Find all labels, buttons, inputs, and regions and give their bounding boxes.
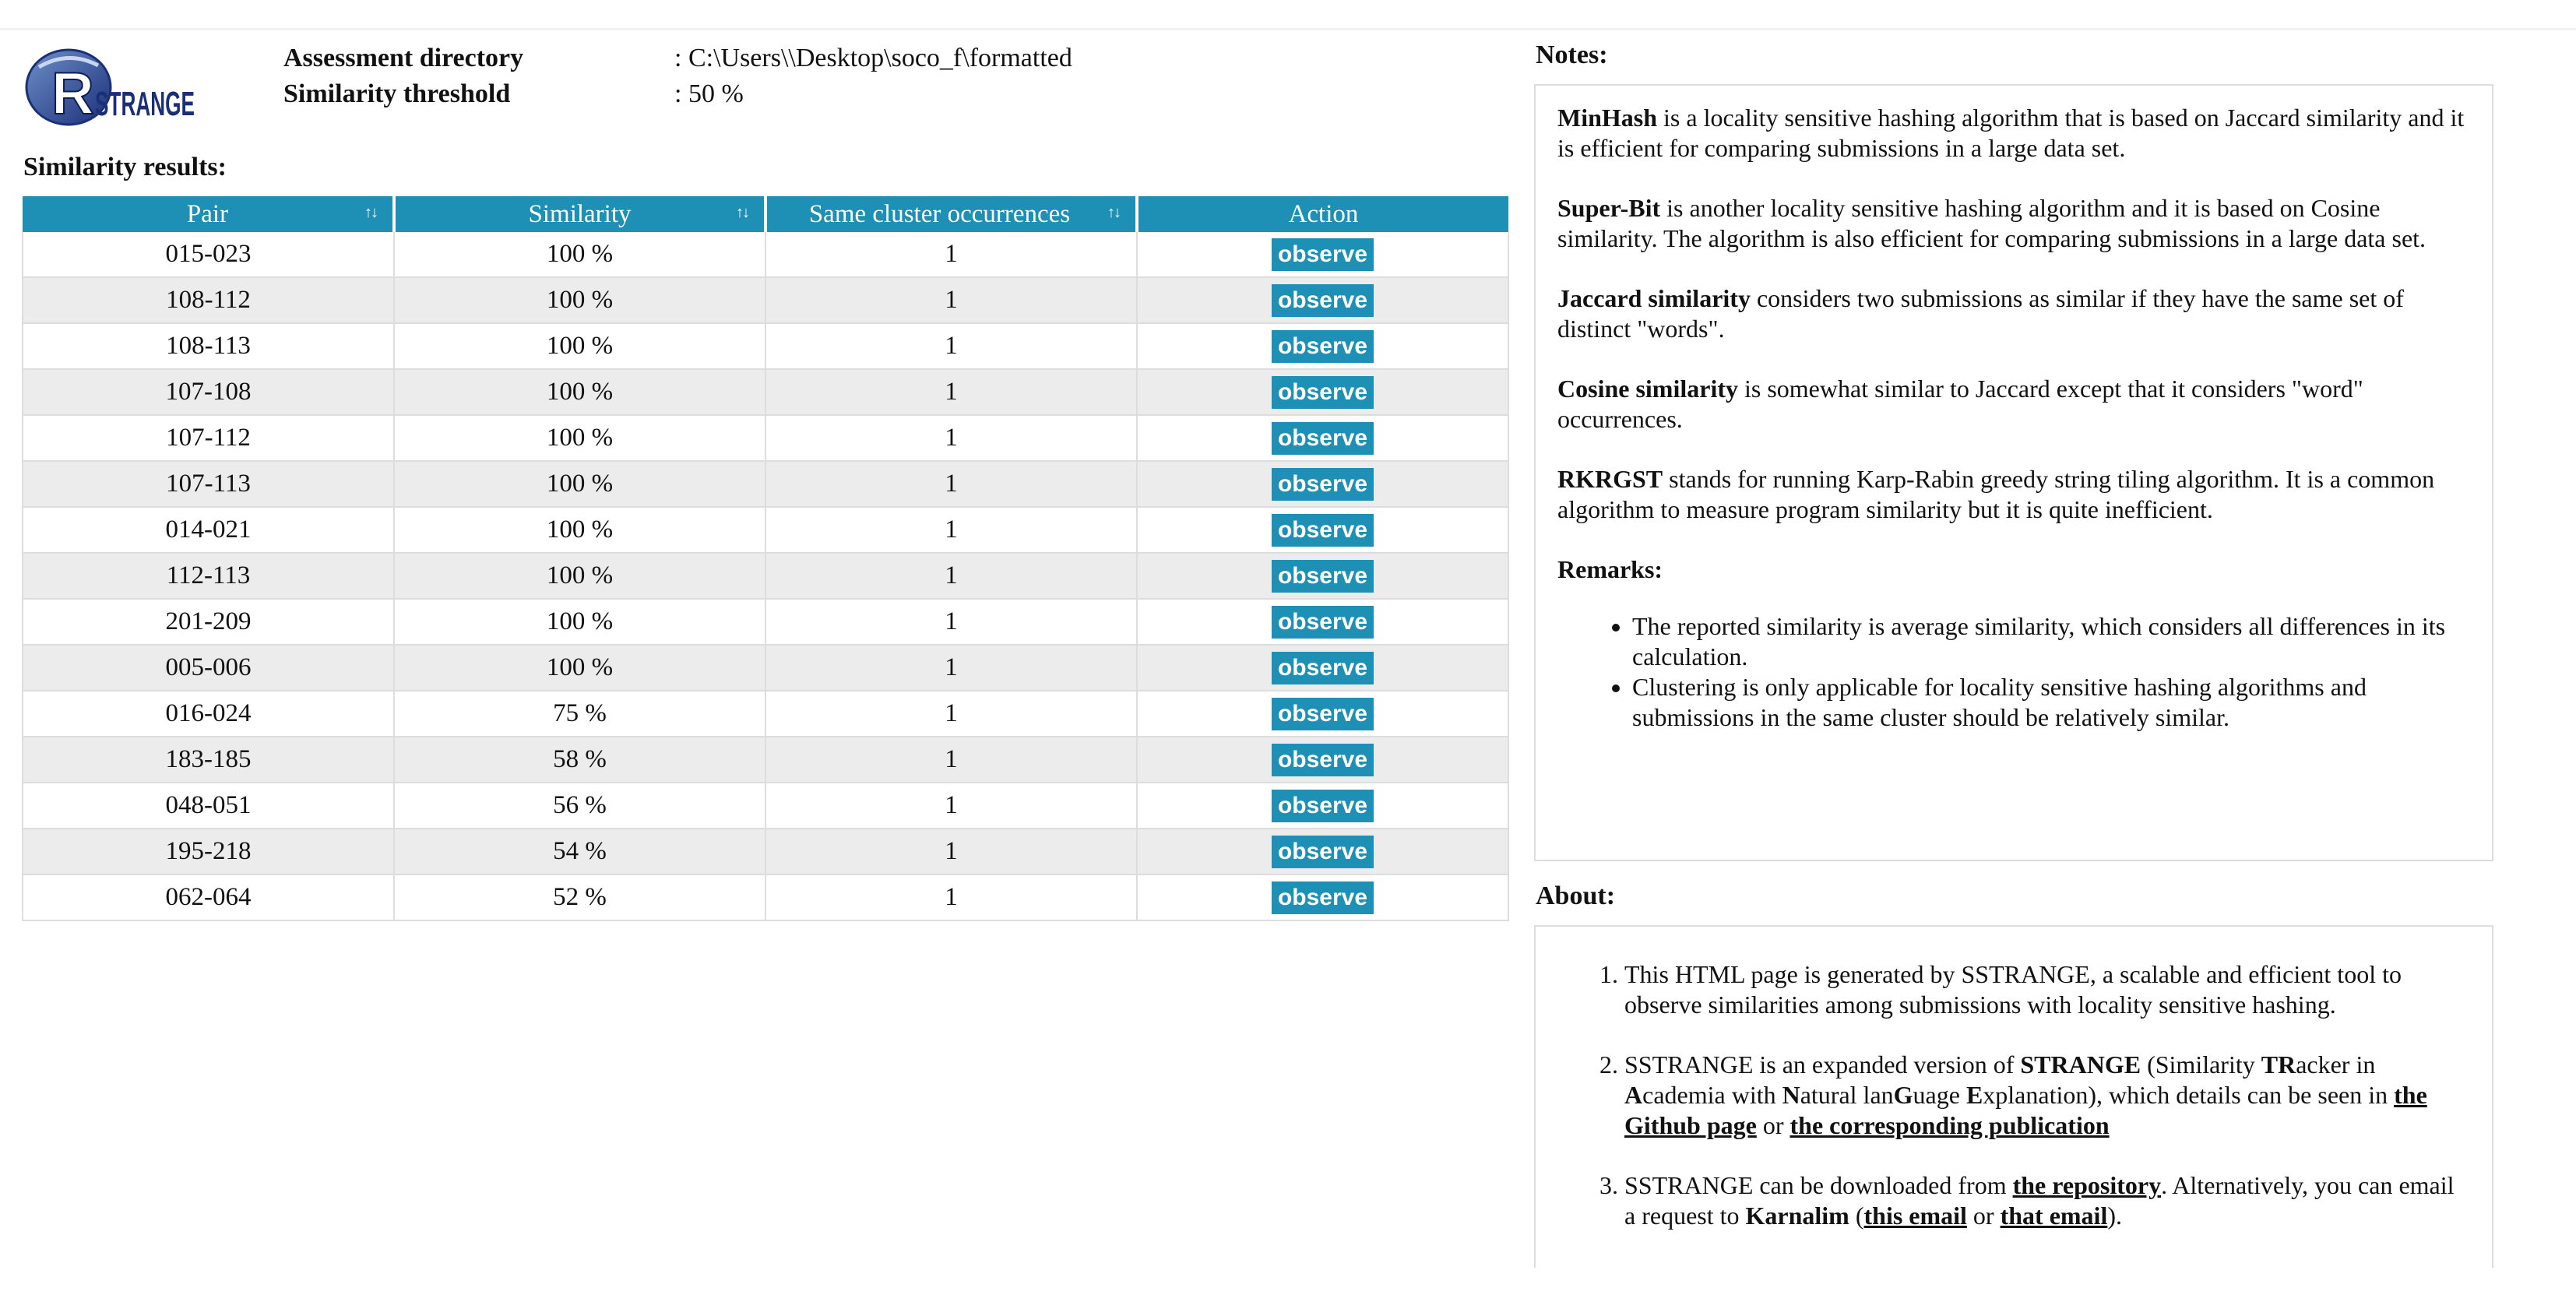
- table-row: [23, 553, 1508, 599]
- action-cell: [1137, 415, 1508, 461]
- about-text: xplanation), which details can be seen in: [1983, 1081, 2395, 1109]
- occurrences-cell: 1: [765, 461, 1137, 507]
- similarity-cell: 58 %: [394, 737, 765, 783]
- about-text: or: [1966, 1202, 2001, 1230]
- note-term: Super-Bit: [1557, 194, 1661, 222]
- action-cell: [1137, 323, 1508, 369]
- table-row: [23, 323, 1508, 369]
- observe-button[interactable]: observe: [1272, 284, 1374, 317]
- similarity-cell: 52 %: [394, 874, 765, 920]
- note-text: considers two submissions as similar if they have the same set of distinct "words".: [1557, 284, 2404, 343]
- assessment-directory-label: Assessment directory: [283, 44, 524, 72]
- action-cell: [1137, 369, 1508, 415]
- this-email-link[interactable]: this email: [1863, 1202, 1967, 1230]
- remark-item: • The reported similarity is average similarity, which considers all differences in its calculation.: [1632, 611, 2470, 672]
- action-cell: [1137, 874, 1508, 920]
- about-text: (Similarity: [2141, 1050, 2261, 1079]
- repository-link[interactable]: the repository: [2012, 1171, 2162, 1199]
- about-text: cademia with: [1642, 1081, 1782, 1109]
- occurrences-cell: 1: [765, 277, 1137, 323]
- similarity-threshold-label: Similarity threshold: [283, 79, 511, 108]
- note-term: MinHash: [1557, 104, 1658, 132]
- table-header-row: [23, 196, 1508, 232]
- observe-button[interactable]: observe: [1272, 376, 1374, 409]
- action-cell: [1137, 691, 1508, 737]
- note-term: Jaccard similarity: [1557, 284, 1751, 312]
- observe-button[interactable]: observe: [1272, 560, 1374, 593]
- acronym-letter: G: [1893, 1081, 1913, 1109]
- about-list: [1557, 959, 2470, 1231]
- acronym-letter: TR: [2261, 1050, 2296, 1079]
- acronym-letter: N: [1782, 1081, 1800, 1109]
- note-term: RKRGST: [1557, 465, 1663, 493]
- similarity-cell: 100 %: [394, 553, 765, 599]
- similarity-cell: 100 %: [394, 461, 765, 507]
- sort-icon[interactable]: ↑↓: [364, 204, 377, 221]
- action-cell: [1137, 553, 1508, 599]
- table-row: [23, 369, 1508, 415]
- occurrences-cell: 1: [765, 737, 1137, 783]
- occurrences-cell: 1: [765, 323, 1137, 369]
- note-minhash: [1557, 103, 2470, 164]
- top-divider: [0, 28, 2576, 30]
- logo-text: STRANGE: [95, 85, 195, 123]
- occurrences-cell: 1: [765, 783, 1137, 829]
- observe-button[interactable]: observe: [1272, 790, 1374, 822]
- observe-button[interactable]: observe: [1272, 468, 1374, 501]
- action-cell: [1137, 783, 1508, 829]
- column-header-occurrences-label: Same cluster occurrences: [808, 199, 1071, 228]
- table-row: [23, 829, 1508, 874]
- column-header-pair[interactable]: [23, 196, 394, 232]
- about-title: About:: [1536, 881, 1616, 910]
- pair-cell: 005-006: [23, 645, 394, 691]
- similarity-cell: 100 %: [394, 277, 765, 323]
- that-email-link[interactable]: that email: [2000, 1202, 2108, 1230]
- pair-cell: 062-064: [23, 874, 394, 920]
- column-header-pair-label: Pair: [186, 199, 229, 228]
- column-header-similarity[interactable]: [394, 196, 765, 232]
- about-text: ).: [2107, 1202, 2122, 1230]
- table-row: [23, 737, 1508, 783]
- observe-button[interactable]: observe: [1272, 330, 1374, 363]
- occurrences-cell: 1: [765, 553, 1137, 599]
- pair-cell: 048-051: [23, 783, 394, 829]
- observe-button[interactable]: observe: [1272, 652, 1374, 684]
- table-row: [23, 461, 1508, 507]
- pair-cell: 108-112: [23, 277, 394, 323]
- pair-cell: 183-185: [23, 737, 394, 783]
- note-term: Cosine similarity: [1557, 375, 1738, 403]
- assessment-directory-value: : C:\Users\\Desktop\soco_f\formatted: [674, 44, 1072, 72]
- notes-panel: [1534, 84, 2493, 861]
- about-item-1: [1624, 959, 2470, 1020]
- about-text: (: [1849, 1202, 1864, 1230]
- similarity-results-table: [22, 196, 1509, 921]
- occurrences-cell: 1: [765, 415, 1137, 461]
- similarity-cell: 56 %: [394, 783, 765, 829]
- pair-cell: 107-112: [23, 415, 394, 461]
- pair-cell: 108-113: [23, 323, 394, 369]
- column-header-similarity-label: Similarity: [528, 199, 632, 228]
- note-text: is a locality sensitive hashing algorithm that is based on Jaccard similarity and it is efficient for comparing submissions in a large data set.: [1557, 104, 2465, 162]
- about-item-3: [1624, 1170, 2470, 1231]
- note-text: stands for running Karp-Rabin greedy string tiling algorithm. It is a common algorithm to measure program similarity but it is quite inefficient.: [1557, 465, 2435, 523]
- about-text: or: [1756, 1111, 1790, 1139]
- action-cell: [1137, 277, 1508, 323]
- observe-button[interactable]: observe: [1272, 238, 1374, 271]
- similarity-cell: 100 %: [394, 323, 765, 369]
- column-header-action-label: Action: [1288, 199, 1359, 228]
- observe-button[interactable]: observe: [1272, 698, 1374, 730]
- about-text: SSTRANGE is an expanded version of: [1624, 1050, 2021, 1079]
- action-cell: [1137, 232, 1508, 277]
- note-rkrgst: [1557, 464, 2470, 525]
- table-row: [23, 645, 1508, 691]
- table-row: [23, 232, 1508, 277]
- table-row: [23, 874, 1508, 920]
- similarity-cell: 100 %: [394, 599, 765, 645]
- pair-cell: 195-218: [23, 829, 394, 874]
- action-cell: [1137, 507, 1508, 553]
- pair-cell: 107-113: [23, 461, 394, 507]
- table-row: [23, 277, 1508, 323]
- occurrences-cell: 1: [765, 829, 1137, 874]
- table-row: [23, 415, 1508, 461]
- about-text: uage: [1913, 1081, 1966, 1109]
- table-row: [23, 507, 1508, 553]
- action-cell: [1137, 737, 1508, 783]
- about-text: atural lan: [1800, 1081, 1894, 1109]
- note-cosine: [1557, 374, 2470, 435]
- remarks-title: Remarks:: [1557, 555, 1663, 583]
- occurrences-cell: 1: [765, 369, 1137, 415]
- strange-name: STRANGE: [2020, 1050, 2141, 1079]
- observe-button[interactable]: observe: [1272, 514, 1374, 547]
- occurrences-cell: 1: [765, 691, 1137, 737]
- similarity-cell: 100 %: [394, 232, 765, 277]
- about-text: acker in: [2296, 1050, 2376, 1079]
- action-cell: [1137, 461, 1508, 507]
- pair-cell: 112-113: [23, 553, 394, 599]
- publication-link[interactable]: the corresponding publication: [1789, 1111, 2110, 1139]
- similarity-cell: 54 %: [394, 829, 765, 874]
- occurrences-cell: 1: [765, 232, 1137, 277]
- similarity-threshold-value: : 50 %: [674, 79, 744, 108]
- similarity-cell: 100 %: [394, 369, 765, 415]
- acronym-letter: A: [1624, 1081, 1643, 1109]
- similarity-cell: 100 %: [394, 415, 765, 461]
- occurrences-cell: 1: [765, 874, 1137, 920]
- occurrences-cell: 1: [765, 599, 1137, 645]
- about-item-2: [1624, 1050, 2470, 1141]
- note-text: is another locality sensitive hashing algorithm and it is based on Cosine similarity. The algorithm is also efficient for comparing submissions in a large data set.: [1557, 194, 2426, 252]
- strange-logo: [23, 47, 202, 132]
- results-body: [23, 232, 1508, 920]
- sort-icon[interactable]: ↑↓: [736, 204, 748, 221]
- acronym-letter: E: [1965, 1081, 1983, 1109]
- action-cell: [1137, 645, 1508, 691]
- note-jaccard: [1557, 283, 2470, 344]
- occurrences-cell: 1: [765, 507, 1137, 553]
- column-header-occurrences[interactable]: [765, 196, 1137, 232]
- table-row: [23, 783, 1508, 829]
- logo-mark: R: [51, 61, 94, 127]
- pair-cell: 201-209: [23, 599, 394, 645]
- author-name: Karnalim: [1745, 1202, 1849, 1230]
- similarity-cell: 75 %: [394, 691, 765, 737]
- similarity-cell: 100 %: [394, 507, 765, 553]
- observe-button[interactable]: observe: [1272, 606, 1374, 639]
- about-text: SSTRANGE can be downloaded from: [1624, 1171, 2013, 1199]
- observe-button[interactable]: observe: [1272, 836, 1374, 868]
- column-header-action: [1137, 196, 1508, 232]
- pair-cell: 014-021: [23, 507, 394, 553]
- about-text: . Alternatively, you can email a request to: [1624, 1171, 2455, 1230]
- observe-button[interactable]: observe: [1272, 744, 1374, 776]
- about-panel: [1534, 925, 2493, 1268]
- sort-icon[interactable]: ↑↓: [1107, 204, 1120, 221]
- about-text: This HTML page is generated by SSTRANGE, a scalable and efficient tool to observe similarities among submissions with locality sensitive hashing.: [1624, 960, 2402, 1019]
- strange-logo-image: [23, 47, 202, 132]
- note-text: is somewhat similar to Jaccard except that it considers "word" occurrences.: [1557, 375, 2363, 433]
- remark-item: • Clustering is only applicable for locality sensitive hashing algorithms and submissions in the same cluster should be relatively similar.: [1632, 672, 2470, 733]
- action-cell: [1137, 829, 1508, 874]
- table-row: [23, 599, 1508, 645]
- observe-button[interactable]: observe: [1272, 422, 1374, 455]
- note-superbit: [1557, 193, 2470, 254]
- pair-cell: 015-023: [23, 232, 394, 277]
- pair-cell: 107-108: [23, 369, 394, 415]
- table-row: [23, 691, 1508, 737]
- github-page-link[interactable]: the Github page: [1624, 1081, 2427, 1139]
- action-cell: [1137, 599, 1508, 645]
- pair-cell: 016-024: [23, 691, 394, 737]
- remarks-list: [1557, 611, 2470, 733]
- notes-title: Notes:: [1536, 40, 1608, 69]
- occurrences-cell: 1: [765, 645, 1137, 691]
- similarity-results-title: Similarity results:: [23, 153, 227, 181]
- observe-button[interactable]: observe: [1272, 881, 1374, 914]
- similarity-cell: 100 %: [394, 645, 765, 691]
